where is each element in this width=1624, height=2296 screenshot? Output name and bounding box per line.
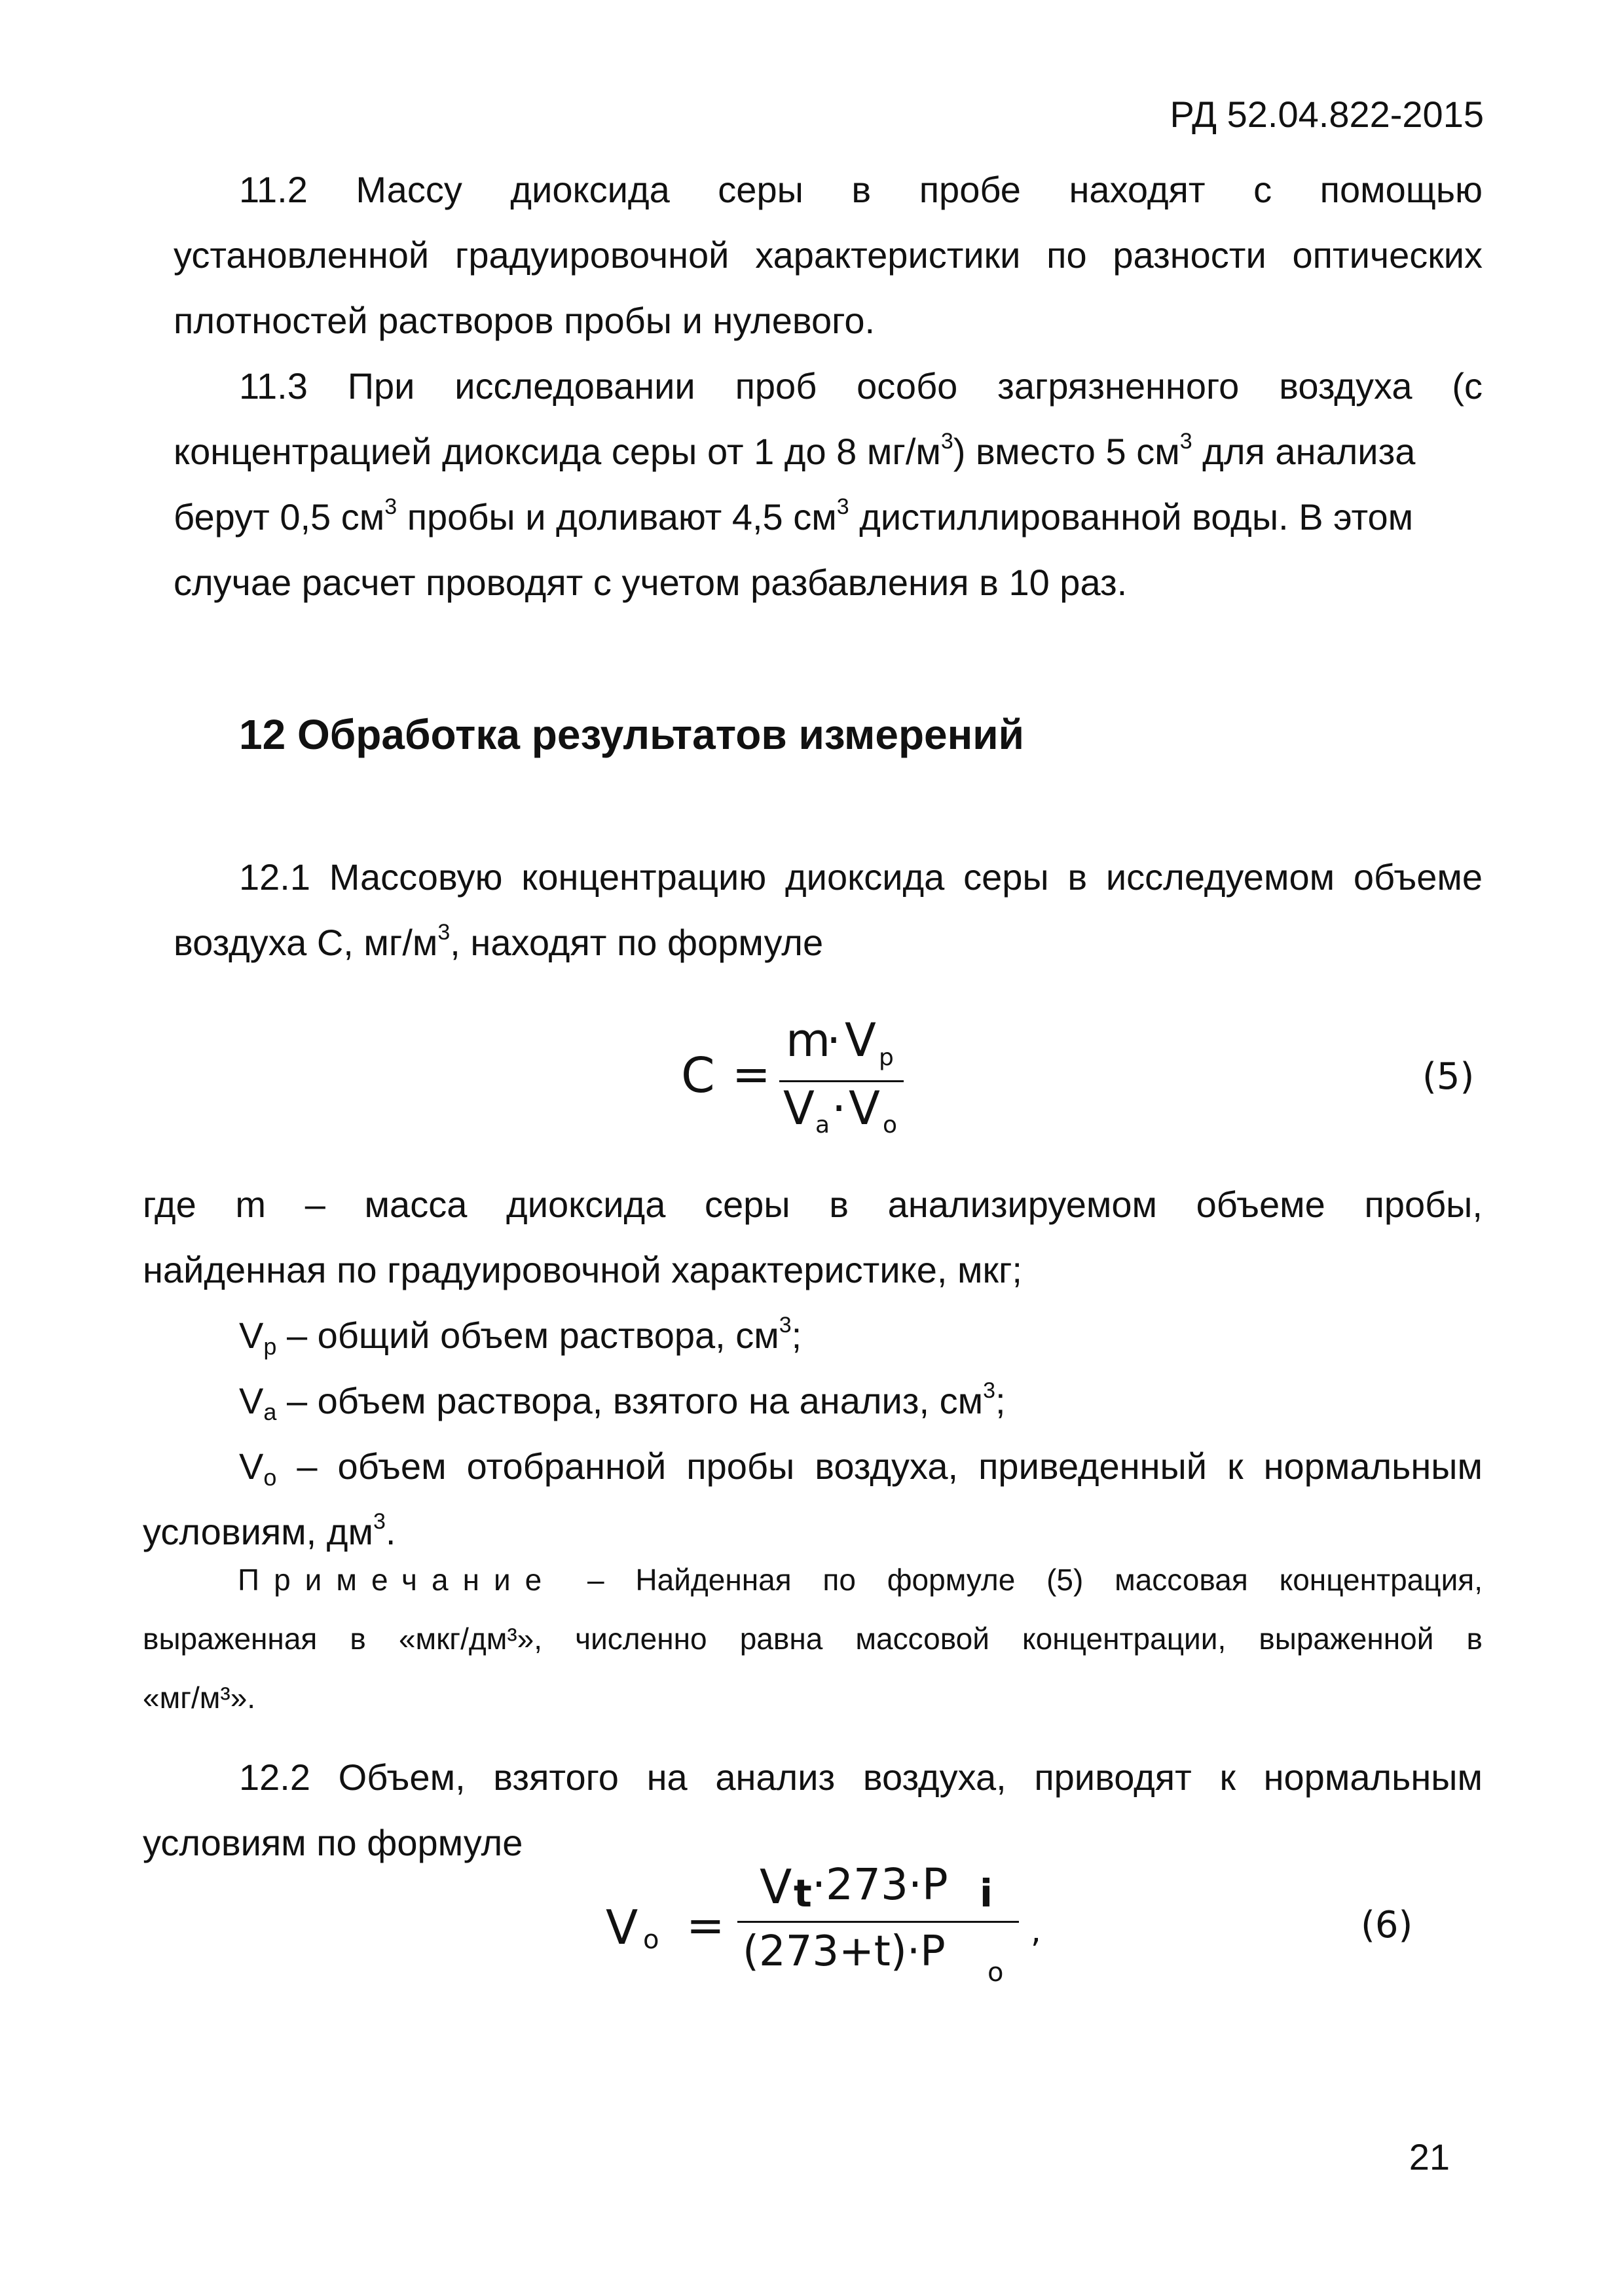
where-vo <box>143 1434 1483 1499</box>
p11-3-text: пробы и доливают 4,5 см <box>397 496 837 538</box>
superscript-3: 3 <box>836 494 849 519</box>
subscript-o: о <box>263 1464 277 1491</box>
formula-6-numerator-v: V <box>760 1859 792 1914</box>
p12-2-line-1: 12.2 Объем, взятого на анализ воздуха, приводят к нормальным <box>239 1757 1483 1798</box>
formula-5-denominator-v1: V <box>783 1082 815 1135</box>
formula-5-numerator-sub: p <box>879 1044 894 1071</box>
p11-3-line-4: случае расчет проводят с учетом разбавления в 10 раз. <box>174 562 1128 603</box>
where-vo-text: условиям, дм <box>143 1511 373 1552</box>
p11-3-text: ) вместо 5 см <box>953 431 1180 472</box>
where-va <box>143 1368 1483 1434</box>
paragraph-11-3 <box>174 354 1483 615</box>
p11-3-text: берут 0,5 см <box>174 496 385 538</box>
note-line-3: «мг/м³». <box>143 1681 256 1715</box>
paragraph-12-2 <box>143 1745 1483 1876</box>
formula-6-lhs-v: V <box>606 1900 638 1955</box>
formula-5-denominator-sub1: a <box>815 1112 830 1139</box>
p11-3-line-2 <box>174 419 1483 484</box>
p11-2-line-1: 11.2 Массу диоксида серы в пробе находят с помощью <box>239 169 1483 210</box>
p12-1-line-1: 12.1 Массовую концентрацию диоксида серы в исследуемом объеме <box>239 856 1483 898</box>
where-vo-text: – объем отобранной пробы воздуха, приведенный к нормальным <box>276 1446 1483 1487</box>
superscript-3: 3 <box>983 1378 996 1403</box>
formula-5-numerator-v: V <box>845 1013 876 1067</box>
document-id-header: РД 52.04.822-2015 <box>1170 94 1484 135</box>
where-vp-text: – общий объем раствора, см <box>276 1315 779 1356</box>
formula-5-numerator-m: m <box>786 1013 831 1067</box>
formula-6-denominator: (273+t)·P <box>743 1927 946 1976</box>
where-va-text: ; <box>995 1380 1006 1421</box>
note-label: Примечание <box>238 1563 557 1597</box>
p12-1-line-2 <box>174 910 1483 975</box>
note-line-2: выраженная в «мкг/дм³», численно равна массовой концентрации, выраженной в <box>143 1622 1483 1656</box>
p11-3-text: концентрацией диоксида серы от 1 до 8 мг/м <box>174 431 941 472</box>
formula-6-numerator-sub: t <box>794 1871 812 1916</box>
formula-5-equals: = <box>732 1048 771 1101</box>
superscript-3: 3 <box>373 1509 386 1534</box>
p12-1-text: , находят по формуле <box>450 922 824 963</box>
formula-6-fraction-bar <box>737 1921 1019 1923</box>
paragraph-12-1 <box>174 845 1483 975</box>
superscript-3: 3 <box>384 494 397 519</box>
symbol-v: V <box>239 1380 264 1421</box>
formula-6-numerator-sub2: i <box>980 1871 993 1916</box>
p11-3-text: дистиллированной воды. В этом <box>849 496 1414 538</box>
symbol-v: V <box>239 1315 264 1356</box>
superscript-3: 3 <box>1179 429 1192 454</box>
where-vo-text: . <box>385 1511 396 1552</box>
superscript-3: 3 <box>437 920 451 945</box>
where-line-1: где m – масса диоксида серы в анализируемом объеме пробы, <box>143 1184 1483 1225</box>
formula-6-numerator-rest: ·273·P <box>812 1859 948 1910</box>
p12-1-text: воздуха С, мг/м <box>174 922 438 963</box>
where-vp-text: ; <box>791 1315 802 1356</box>
formula-5-denominator-dot: · <box>832 1082 847 1135</box>
note-line-1 <box>143 1550 1483 1609</box>
section-12-heading: 12 Обработка результатов измерений <box>239 711 1024 758</box>
paragraph-11-2 <box>174 157 1483 354</box>
formula-6-number: (6) <box>1361 1904 1413 1946</box>
p12-2-line-2: условиям по формуле <box>143 1822 523 1863</box>
formula-6-comma: , <box>1031 1912 1041 1950</box>
symbol-v: V <box>239 1446 264 1487</box>
where-block <box>143 1172 1483 1565</box>
note-text: – Найденная по формуле (5) массовая концентрация, <box>556 1563 1483 1597</box>
formula-5-denominator-v2: V <box>849 1082 880 1135</box>
p11-2-line-2: установленной градуировочной характеристики по разности оптических <box>174 234 1483 276</box>
formula-5-lhs: C <box>681 1048 715 1104</box>
subscript-a: а <box>263 1398 277 1425</box>
where-vp <box>143 1303 1483 1368</box>
where-line-2: найденная по градуировочной характеристике, мкг; <box>143 1249 1022 1290</box>
formula-5-numerator-dot: · <box>826 1013 841 1067</box>
page-number: 21 <box>1409 2136 1450 2178</box>
p11-3-line-1: 11.3 При исследовании проб особо загрязненного воздуха (с <box>239 365 1483 407</box>
where-va-text: – объем раствора, взятого на анализ, см <box>276 1380 984 1421</box>
formula-6-equals: = <box>686 1899 725 1952</box>
p11-2-line-3: плотностей растворов пробы и нулевого. <box>174 300 876 341</box>
superscript-3: 3 <box>779 1313 792 1338</box>
p11-3-text: для анализа <box>1192 431 1416 472</box>
formula-6-denominator-sub: o <box>987 1958 1004 1988</box>
p11-3-line-3 <box>174 484 1483 550</box>
note-block <box>143 1550 1483 1727</box>
superscript-3: 3 <box>940 429 953 454</box>
subscript-p: р <box>263 1333 277 1360</box>
formula-5-number: (5) <box>1422 1055 1475 1098</box>
formula-6-lhs-sub: o <box>643 1925 659 1955</box>
formula-5-denominator-sub2: o <box>883 1112 898 1139</box>
